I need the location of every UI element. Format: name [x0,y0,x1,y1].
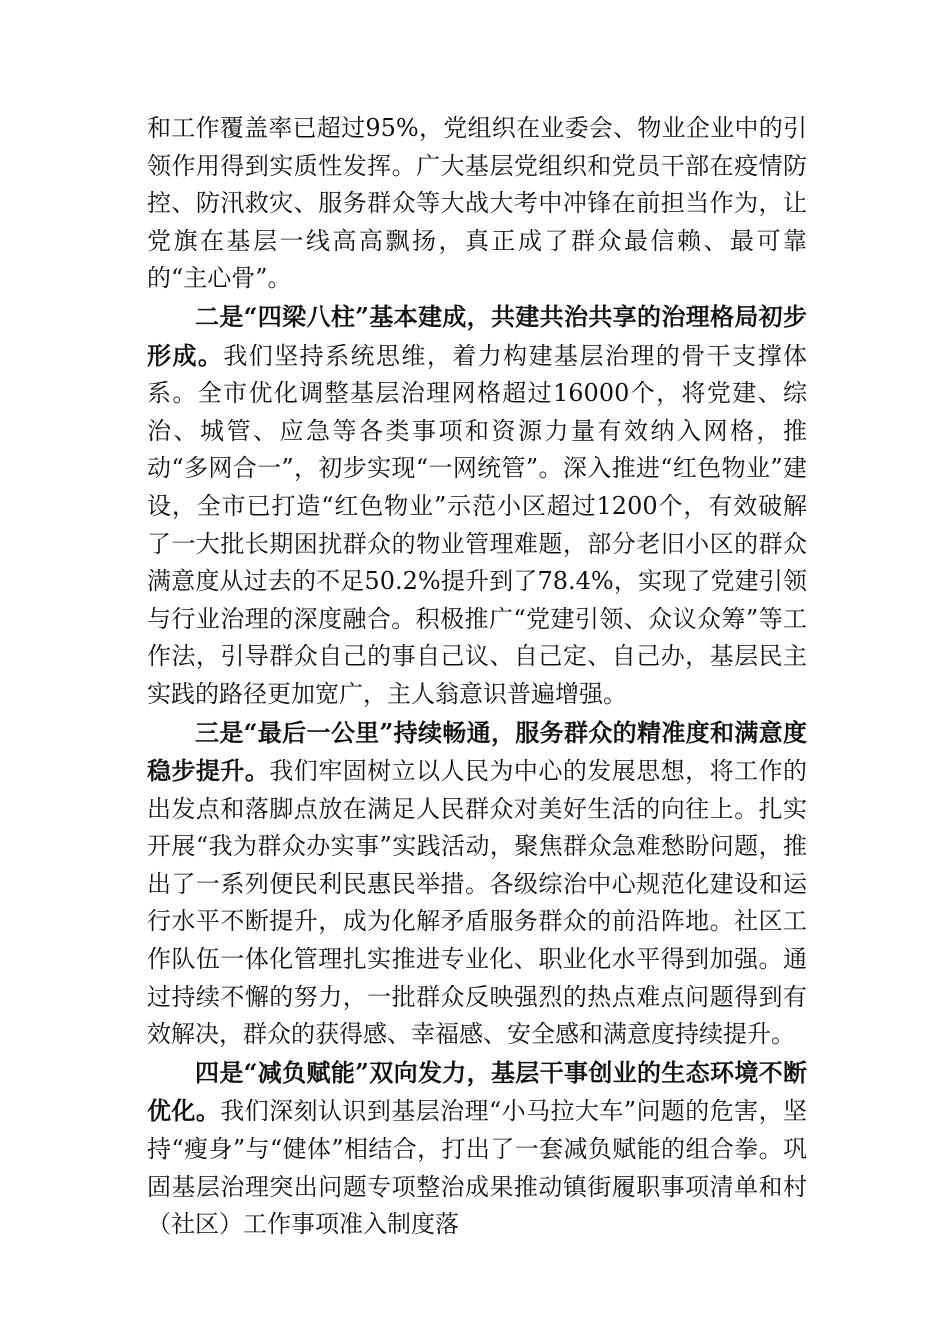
paragraph-lead: 二是“四梁八柱”基本建成，共建共治共享的治理格局初步形成。 [147,301,807,370]
paragraph-point-two [147,298,807,714]
paragraph-lead: 三是“最后一公里”持续畅通，服务群众的精准度和满意度稳步提升。 [147,717,807,786]
paragraph-text: 我们坚持系统思维，着力构建基层治理的骨干支撑体系。全市优化调整基层治理网格超过16000个，将党建、综治、城管、应急等各类事项和资源力量有效纳入网格，推动“多网合一”，初步实现“一网统管”。深入推进“红色物业”建设，全市已打造“红色物业”示范小区超过1200个，有效破解了一大批长期困扰群众的物业管理难题，部分老旧小区的群众满意度从过去的不足50.2%提升到了78.4%，实现了党建引领与行业治理的深度融合。积极推广“党建引领、众议众筹”等工作法，引导群众自己的事自己议、自己定、自己办，基层民主实践的路径更加宽广，主人翁意识普遍增强。 [147,341,808,708]
document-body [147,110,807,1244]
paragraph-continuation [147,110,807,298]
paragraph-text: 我们牢固树立以人民为中心的发展思想，将工作的出发点和落脚点放在满足人民群众对美好生活的向往上。扎实开展“我为群众办实事”实践活动，聚焦群众急难愁盼问题，推出了一系列便民利民惠民举措。各级综治中心规范化建设和运行水平不断提升，成为化解矛盾服务群众的前沿阵地。社区工作队伍一体化管理扎实推进专业化、职业化水平得到加强。通过持续不懈的努力，一批群众反映强烈的热点难点问题得到有效解决，群众的获得感、幸福感、安全感和满意度持续提升。 [147,757,808,1049]
paragraph-text: 我们深刻认识到基层治理“小马拉大车”问题的危害，坚持“瘦身”与“健体”相结合，打出了一套减负赋能的组合拳。巩固基层治理突出问题专项整治成果推动镇街履职事项清单和村（社区）工作事项准入制度落 [147,1097,807,1239]
paragraph-text: 和工作覆盖率已超过95%，党组织在业委会、物业企业中的引领作用得到实质性发挥。广大基层党组织和党员干部在疫情防控、防汛救灾、服务群众等大战大考中冲锋在前担当作为，让党旗在基层一线高高飘扬，真正成了群众最信赖、最可靠的“主心骨”。 [147,114,807,293]
paragraph-point-four [147,1054,807,1244]
paragraph-lead: 四是“减负赋能”双向发力，基层干事创业的生态环境不断优化。 [147,1057,807,1126]
paragraph-point-three [147,714,807,1054]
